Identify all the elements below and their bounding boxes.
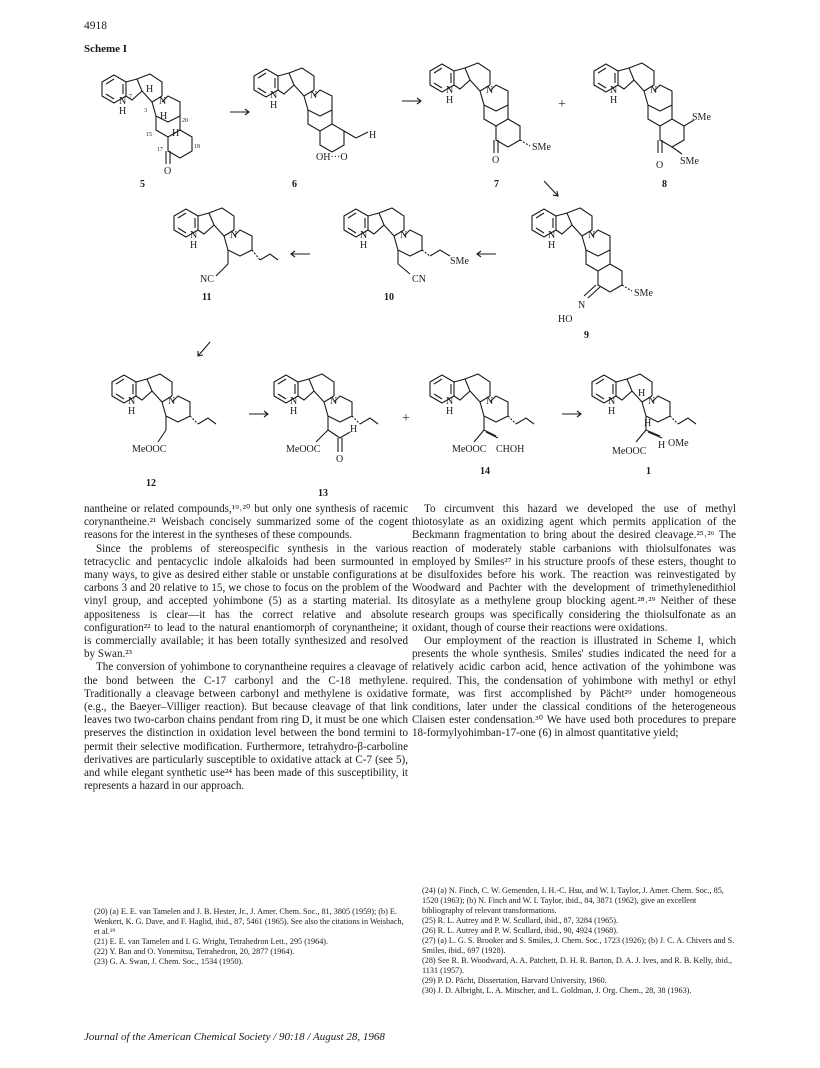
atom-meooc-13: MeOOC (286, 444, 321, 455)
atom-n-oxime-9: N (578, 300, 586, 311)
atom-n-9: N (548, 230, 556, 241)
paragraph: nantheine or related compounds,¹⁹˒²⁰ but only one synthesis of racemic corynantheine.²¹ Weisbach concisely summarized some of the cogent reasons for the interest in the syntheses of these compounds. (84, 503, 408, 542)
footnote: (20) (a) E. E. van Tamelen and J. B. Hester, Jr., J. Amer. Chem. Soc., 81, 3805 (1959); (b) E. Wenkert, K. G. Dave, and F. Haglid, ibid., 87, 5461 (1965). See also the citations in Weisbach, et al.¹⁹ (94, 907, 404, 936)
footnote: (27) (a) L. G. S. Brooker and S. Smiles, J. Chem. Soc., 1723 (1926); (b) J. C. A. Chivers and S. Smiles, ibid., 697 (1928). (422, 936, 735, 955)
footnote: (21) E. E. van Tamelen and I. G. Wright, Tetrahedron Lett., 295 (1964). (94, 937, 329, 946)
atom-meooc-14: MeOOC (452, 444, 487, 455)
atom-nc-11: NC (200, 274, 214, 285)
plus-sign-2: + (402, 411, 410, 426)
atom-sme-8a: SMe (692, 112, 711, 123)
atom-n-7: N (446, 85, 454, 96)
atom-n4-9: N (588, 230, 596, 241)
atom-n4-11: N (230, 230, 238, 241)
atom-n-5: N (119, 96, 127, 107)
atom-n4-1: N (648, 396, 656, 407)
paragraph: Since the problems of stereospecific synthesis in the various tetracyclic and pentacyclic indole alkaloids had been surmounted in many ways, to give as desired either stable or unstable configurations at carbons 3 and 20 relative to 15, we chose to focus on the problem of the vinyl group, and accepted yohimbone (5) as a starting material. Its appositeness is clear—it has the correct relative and absolute configuration²² to lead to the natural enantiomorph of corynantheine; it is commercially available; it has been totally synthesized and resolved by Swan.²³ (84, 542, 408, 661)
compound-label-12: 12 (146, 478, 156, 489)
compound-9-structure (532, 208, 632, 298)
page-number: 4918 (84, 20, 107, 32)
compound-label-7: 7 (494, 179, 499, 190)
compound-label-10: 10 (384, 292, 394, 303)
footnote: (23) G. A. Swan, J. Chem. Soc., 1534 (1950). (94, 957, 244, 966)
atom-sme-7: SMe (532, 142, 551, 153)
atom-ho-9: HO (558, 314, 573, 325)
compound-label-14: 14 (480, 466, 490, 477)
atom-h3-5: H (146, 84, 154, 95)
c15-label: 15 (146, 132, 152, 138)
atom-n4-6: N (310, 90, 318, 101)
atom-n-10: N (360, 230, 368, 241)
atom-n4-8: N (650, 85, 658, 96)
atom-h-6b: H (369, 130, 377, 141)
atom-n4-13: N (330, 396, 338, 407)
atom-h3-1: H (638, 388, 646, 399)
atom-sme-8b: SMe (680, 156, 699, 167)
c18-label: 18 (194, 144, 200, 150)
footnotes-right (412, 886, 736, 996)
atom-n-8: N (610, 85, 618, 96)
atom-h-6: H (270, 100, 278, 111)
compound-label-1: 1 (646, 466, 651, 477)
footnote: (22) Y. Ban and O. Yonemitsu, Tetrahedron, 20, 2877 (1964). (94, 947, 295, 956)
atom-h-7: H (446, 95, 454, 106)
atom-h-13: H (290, 406, 298, 417)
atom-n4-12: N (168, 396, 176, 407)
atom-meooc-1: MeOOC (612, 446, 647, 457)
atom-n-11: N (190, 230, 198, 241)
atom-n-12: N (128, 396, 136, 407)
compound-label-8: 8 (662, 179, 667, 190)
atom-n4-10: N (400, 230, 408, 241)
footnote: (25) R. L. Autrey and P. W. Scullard, ibid., 87, 3284 (1965). (422, 916, 619, 925)
atom-n-14: N (446, 396, 454, 407)
atom-sme-9: SMe (634, 288, 653, 299)
compound-7-structure (430, 63, 530, 153)
c7-label: 7 (129, 94, 132, 100)
atom-choh-14: CHOH (496, 444, 525, 455)
atom-h-10: H (360, 240, 368, 251)
atom-h-11: H (190, 240, 198, 251)
atom-meooc-12: MeOOC (132, 444, 167, 455)
body-column-left (84, 503, 408, 793)
atom-h15-5: H (160, 111, 168, 122)
scheme-title: Scheme I (84, 43, 128, 55)
compound-label-6: 6 (292, 179, 297, 190)
atom-h-9: H (548, 240, 556, 251)
body-column-right (412, 503, 736, 741)
atom-h-1: H (608, 406, 616, 417)
atom-o-8: O (656, 160, 664, 171)
c17-label: 17 (157, 147, 163, 153)
compound-label-9: 9 (584, 330, 589, 341)
atom-cn-10: CN (412, 274, 426, 285)
compound-label-5: 5 (140, 179, 145, 190)
atom-n-6: N (270, 90, 278, 101)
atom-h15-1: H (644, 418, 652, 429)
paragraph: The conversion of yohimbone to corynantheine requires a cleavage of the bond between the C-17 carbonyl and the C-18 methylene. Traditionally a cleavage between carbonyl and methylene is oxidative (e.g., the Baeyer–Villiger reaction). But because cleavage of that link leaves two two-carbon chains pendant from ring D, it must be one which preserves the distinction in oxidation level between the bond termini to permit their selective modification. Furthermore, tetrahydro-β-carboline derivatives are particularly susceptible to oxidative attack at C-7 (see 5), and while elegant synthetic use²⁴ has been made of this susceptibility, it represents a hazard in our approach. (84, 661, 408, 793)
atom-h-8: H (610, 95, 618, 106)
compound-label-11: 11 (202, 292, 212, 303)
reaction-scheme (84, 56, 734, 501)
atom-h-1c: H (658, 440, 666, 451)
atom-sme-10: SMe (450, 256, 469, 267)
c3-label: 3 (144, 108, 147, 114)
atom-n4-5: N (159, 96, 167, 107)
compound-label-13: 13 (318, 488, 328, 499)
atom-h20-5: H (172, 128, 180, 139)
atom-o-7: O (492, 155, 500, 166)
atom-ome-1: OMe (668, 438, 689, 449)
paragraph: To circumvent this hazard we developed the use of methyl thiotosylate as an oxidizing agent which permits application of the Beckmann fragmentation to bring about the desired cleavage.²⁵˒²⁶ The reaction of moderately stable carbanions with thiolsulfonates was employed by Smiles²⁷ in his structure proofs of these esters, thought to be disulfoxides before his work. The reaction was reinvestigated by Woodward and Pachter with the development of trimethylenedithiol ditosylate as a methylene group blocking agent.²⁸˒²⁹ Neither of these research groups was specifically considering the thiolsulfonate as an oxidant, though of course their reactions were oxidations. (412, 503, 736, 634)
atom-n4-7: N (486, 85, 494, 96)
footnote: (28) See R. B. Woodward, A. A. Patchett, D. H. R. Barton, D. A. J. Ives, and R. B. Kelly, ibid., 1131 (1957). (422, 956, 732, 975)
atom-n4-14: N (486, 396, 494, 407)
atom-h-14: H (446, 406, 454, 417)
atom-oho-6: OH···O (316, 152, 348, 163)
footnote: (29) P. D. Pächt, Dissertation, Harvard University, 1960. (422, 976, 607, 985)
atom-o-13: O (336, 454, 344, 465)
atom-n-1: N (608, 396, 616, 407)
atom-n-13: N (290, 396, 298, 407)
compound-8-structure (594, 63, 694, 154)
atom-h-13b: H (350, 424, 358, 435)
atom-h-12: H (128, 406, 136, 417)
plus-sign-1: + (558, 97, 566, 112)
c20-label: 20 (182, 118, 188, 124)
footnote: (24) (a) N. Finch, C. W. Gemenden, I. H.-C. Hsu, and W. I. Taylor, J. Amer. Chem. Soc., 85, 1520 (1963); (b) N. Finch and W. I. Taylor, ibid., 84, 3871 (1962), give an excellent bibliography of relevant transformations. (422, 886, 724, 915)
journal-footer: Journal of the American Chemical Society / 90:18 / August 28, 1968 (84, 1031, 385, 1043)
paragraph: Our employment of the reaction is illustrated in Scheme I, which presents the whole synthesis. Smiles' studies indicated the need for a relatively acidic carbon acid, hence activation of the yohimbone was required. This, the condensation of yohimbone with methyl or ethyl formate, was first accomplished by Pächt²⁹ under homogeneous conditions, later under the classical conditions of the heterogeneous Claisen ester condensation.³⁰ We have used both procedures to prepare 18-formylyohimban-17-one (6) in almost quantitative yield; (412, 635, 736, 740)
atom-o-5: O (164, 166, 172, 177)
footnote: (30) J. D. Albright, L. A. Mitscher, and L. Goldman, J. Org. Chem., 28, 38 (1963). (422, 986, 692, 995)
footnote: (26) R. L. Autrey and P. W. Scullard, ibid., 90, 4924 (1968). (422, 926, 619, 935)
footnotes-left (84, 907, 408, 967)
atom-h-5: H (119, 106, 127, 117)
